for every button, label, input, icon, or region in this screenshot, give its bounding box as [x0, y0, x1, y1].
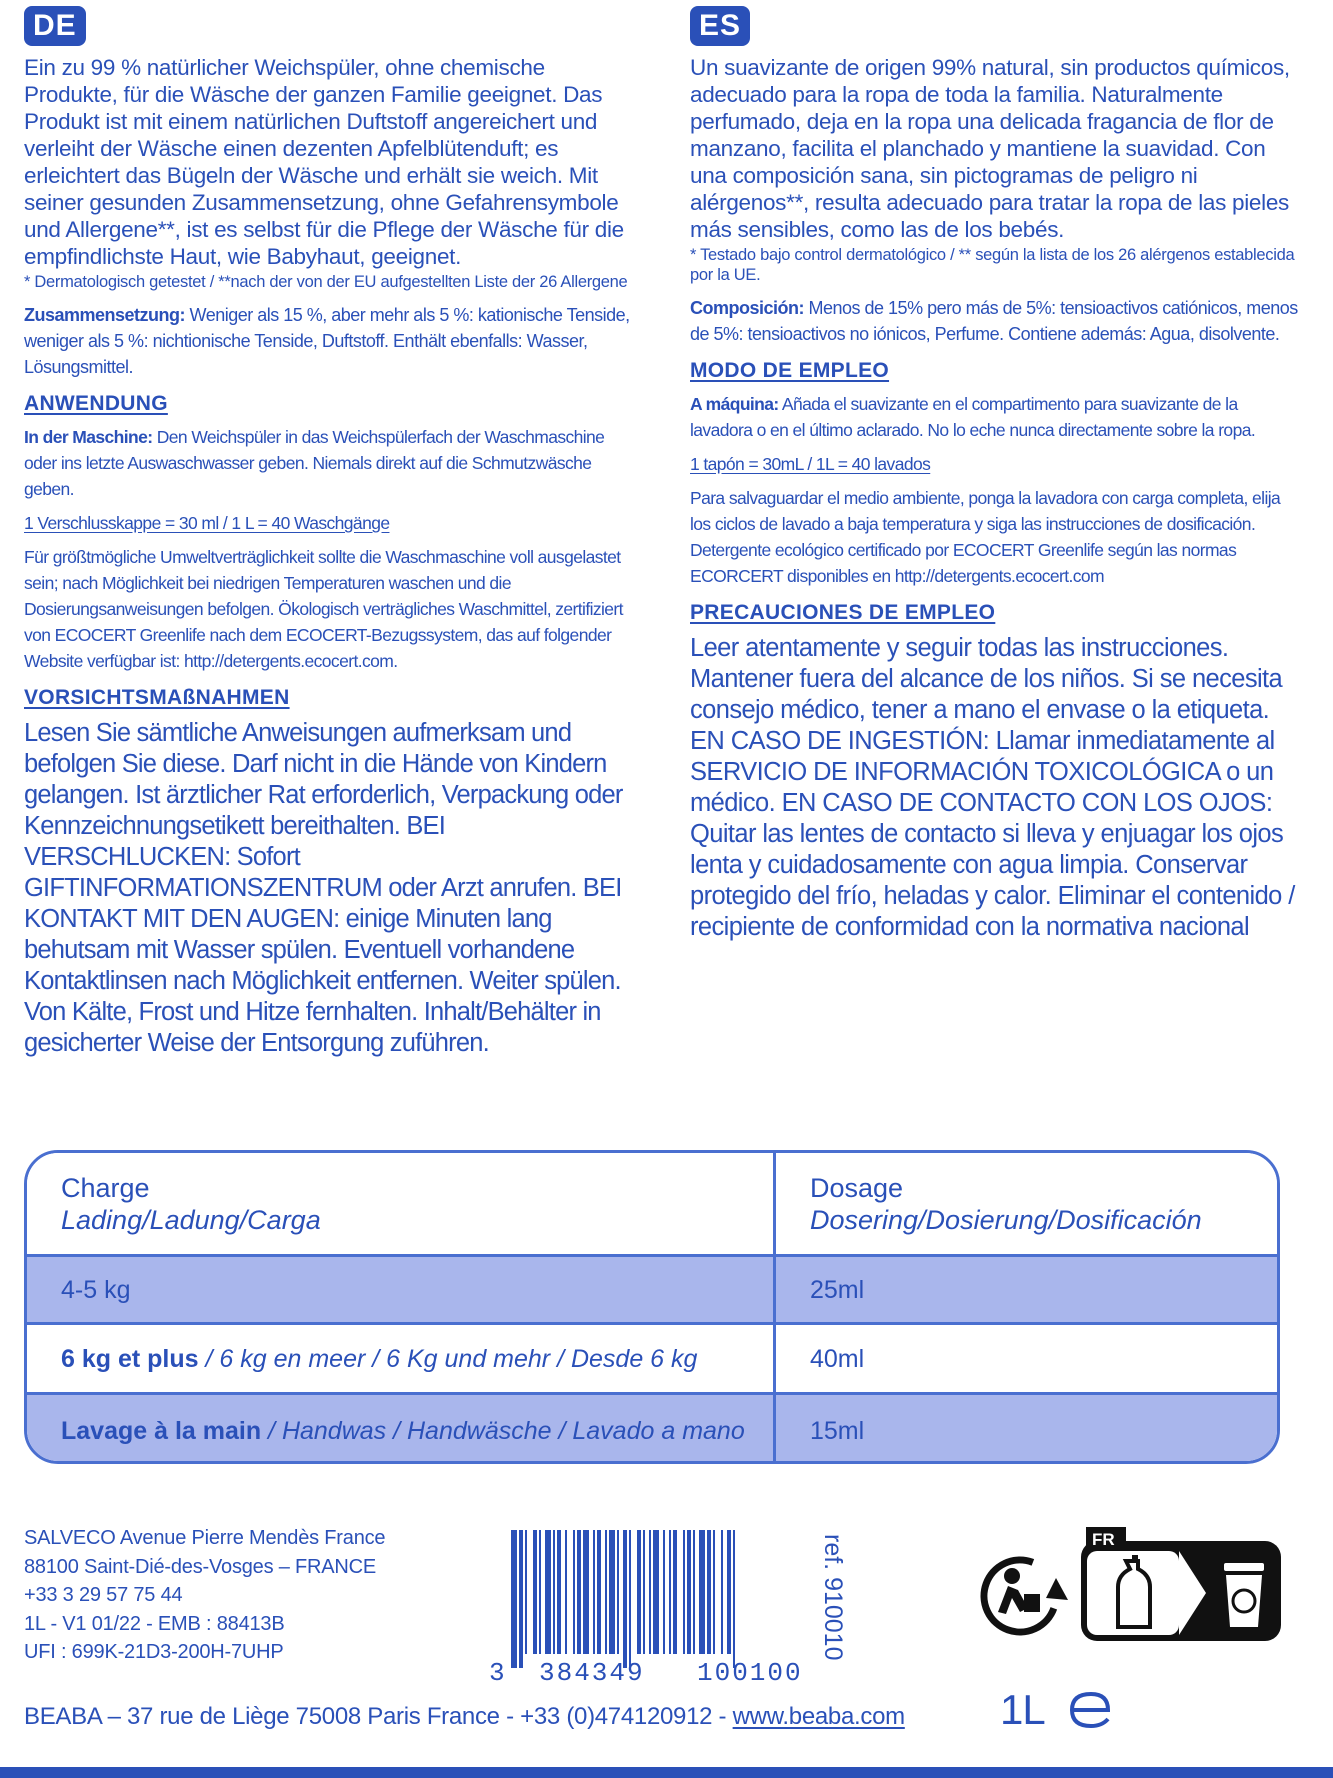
header-dosage-cell: [776, 1153, 1277, 1254]
load-main: 6 kg et plus: [61, 1344, 199, 1373]
header-dosage-translations: Dosering/Dosierung/Dosificación: [810, 1204, 1202, 1235]
barcode-bar: [597, 1530, 601, 1654]
barcode-bar: [573, 1530, 575, 1654]
product-reference: ref. 910010: [819, 1534, 847, 1661]
dose-info-de: 1 Verschlusskappe = 30 ml / 1 L = 40 Waschgänge: [24, 513, 390, 533]
barcode-bar: [707, 1530, 711, 1654]
barcode-bar: [609, 1530, 615, 1654]
brand-address-text: BEABA – 37 rue de Liège 75008 Paris France - +33 (0)474120912 -: [24, 1703, 733, 1730]
load-cell: [27, 1395, 776, 1464]
table-row: [27, 1395, 1277, 1464]
composition-text-es: Menos de 15% pero más de 5%: tensioactivos catiónicos, menos de 5%: tensioactivos no iónicos, Perfume. Contiene además: Agua, disolvente.: [690, 298, 1298, 344]
barcode-bar: [617, 1530, 619, 1654]
brand-address: [24, 1702, 905, 1732]
usage-text-es: Añada el suavizante en el compartimento para suavizante de la lavadora o en el último aclarado. No lo eche nunca directamente sobre la ropa.: [690, 394, 1256, 440]
phone-number: +33 3 29 57 75 44: [24, 1584, 183, 1606]
precautions-title-de: VORSICHTSMAßNAHMEN: [24, 686, 290, 709]
usage-label-de: In der Maschine:: [24, 427, 153, 447]
load-cell: [27, 1325, 776, 1392]
footnote-de: * Dermatologisch getestet / **nach der von der EU aufgestellten Liste der 26 Allergene: [24, 273, 628, 291]
barcode-bar: [687, 1530, 691, 1654]
barcode-bar: [623, 1530, 627, 1668]
barcode-bar: [649, 1530, 651, 1654]
german-column: [24, 6, 636, 1059]
composition-text-de: Weniger als 15 %, aber mehr als 5 %: kationische Tenside, weniger als 5 %: nichtionische Tenside, Duftstoff. Enthält ebenfalls: Wasser, Lösungsmittel.: [24, 305, 630, 377]
intro-text-es: Un suavizante de origen 99% natural, sin productos químicos, adecuado para la ropa de toda la familia. Naturalmente perfumado, deja en la ropa una delicada fragancia de flor de manzano, facilita el planchado y mantiene la suavidad. Con una composición sana, sin pictogramas de peligro ni alérgenos**, resulta adecuado para tratar la ropa de las pieles más sensibles, como las de los bebés.: [690, 55, 1290, 242]
header-charge-cell: [27, 1153, 776, 1254]
barcode-bar: [673, 1530, 677, 1654]
load-cell: [27, 1257, 776, 1322]
dosage-table: [24, 1150, 1280, 1464]
barcode-bar: [583, 1530, 589, 1654]
load-main: 4-5 kg: [61, 1275, 131, 1304]
barcode-bar: [669, 1530, 671, 1654]
header-dosage: Dosage: [810, 1172, 904, 1203]
barcode-bar: [605, 1530, 607, 1654]
dose-cell: [776, 1395, 1277, 1464]
precautions-text-es: Leer atentamente y seguir todas las instrucciones. Mantener fuera del alcance de los niños. Si se necesita consejo médico, tener a mano el envase o la etiqueta. EN CASO DE INGESTIÓN: Llamar inmediatamente al SERVICIO DE INFORMACIÓN TOXICOLÓGICA o un médico. EN CASO DE CONTACTO CON LOS OJOS: Quitar las lentes de contacto si lleva y enjuagar los ojos lenta y cuidadosamente con agua limpia. Conservar protegido del frío, heladas y calor. Eliminar el contenido / recipiente de conformidad con la normativa nacional: [690, 634, 1295, 941]
usage-de: [24, 424, 636, 502]
triman-country: FR: [1092, 1530, 1115, 1549]
dose-cell: [776, 1325, 1277, 1392]
barcode-bar: [577, 1530, 581, 1654]
load-translations: / Handwas / Handwäsche / Lavado a mano: [261, 1417, 745, 1445]
usage-title-es: MODO DE EMPLEO: [690, 359, 890, 382]
barcode-digits-right: 100100: [697, 1658, 803, 1688]
website-link[interactable]: www.beaba.com: [732, 1703, 905, 1730]
load-main: Lavage à la main: [61, 1417, 262, 1445]
language-badge-de: DE: [24, 6, 86, 46]
table-header-row: [27, 1153, 1277, 1257]
recycle-icon: [972, 1548, 1072, 1644]
barcode-bar: [629, 1530, 631, 1668]
barcode-bar: [733, 1530, 735, 1668]
language-badge-es: ES: [690, 6, 750, 46]
barcode-bar: [557, 1530, 561, 1654]
manufacturer-address: [24, 1524, 385, 1667]
barcode-bar: [693, 1530, 695, 1654]
barcode-bar: [533, 1530, 537, 1654]
barcode-bar: [683, 1530, 685, 1654]
composition-label-de: Zusammensetzung:: [24, 305, 186, 325]
eco-info-de: Für größtmögliche Umweltverträglichkeit sollte die Waschmaschine voll ausgelastet sein; nach Möglichkeit bei niedrigen Temperaturen waschen und die Dosierungsanweisungen befolgen. Ökologisch verträgliches Waschmittel, zertifiziert von ECOCERT Greenlife nach dem ECOCERT-Bezugssystem, das auf folgender Website verfügbar ist: http://detergents.ecocert.com.: [24, 547, 623, 671]
volume-label: 1L: [1000, 1686, 1045, 1733]
barcode-bars: [511, 1530, 735, 1668]
barcode-bar: [637, 1530, 641, 1654]
barcode-bar: [721, 1530, 723, 1654]
composition-es: [690, 295, 1302, 347]
usage-title-de: ANWENDUNG: [24, 392, 168, 415]
precautions-title-es: PRECAUCIONES DE EMPLEO: [690, 601, 996, 624]
spanish-column: [690, 6, 1302, 943]
barcode-bar: [553, 1530, 555, 1654]
table-row: [27, 1257, 1277, 1325]
footnote-es: * Testado bajo control dermatológico / ** según la lista de los 26 alérgenos establecida por la UE.: [690, 246, 1295, 284]
barcode-bar: [519, 1530, 523, 1668]
table-row: [27, 1325, 1277, 1395]
barcode: [485, 1530, 855, 1690]
dose-cell: [776, 1257, 1277, 1322]
triman-sorting-icon: [1078, 1527, 1286, 1647]
load-translations: / 6 kg en meer / 6 Kg und mehr / Desde 6 kg: [198, 1344, 698, 1373]
dose-value: 15ml: [810, 1417, 865, 1445]
usage-es: [690, 391, 1302, 443]
batch-code: 1L - V1 01/22 - EMB : 88413B: [24, 1612, 285, 1635]
barcode-bar: [663, 1530, 665, 1654]
barcode-bar: [511, 1530, 517, 1668]
dose-info-es: 1 tapón = 30mL / 1L = 40 lavados: [690, 454, 931, 474]
address-line: SALVECO Avenue Pierre Mendès France: [24, 1527, 386, 1549]
barcode-bar: [653, 1530, 659, 1654]
estimated-e-icon: [1066, 1688, 1114, 1732]
barcode-bar: [699, 1530, 705, 1654]
dose-value: 40ml: [810, 1344, 865, 1373]
precautions-text-de: Lesen Sie sämtliche Anweisungen aufmerksam und befolgen Sie diese. Darf nicht in die Hände von Kindern gelangen. Ist ärztlicher Rat erforderlich, Verpackung oder Kennzeichnungsetikett bereithalten. BEI VERSCHLUCKEN: Sofort GIFTINFORMATIONSZENTRUM oder Arzt anrufen. BEI KONTAKT MIT DEN AUGEN: einige Minuten lang behutsam mit Wasser spülen. Eventuell vorhandene Kontaktlinsen nach Möglichkeit entfernen. Weiter spülen. Von Kälte, Frost und Hitze fernhalten. Inhalt/Behälter in gesicherter Weise der Entsorgung zuführen.: [24, 719, 623, 1057]
barcode-bar: [593, 1530, 595, 1654]
barcode-bar: [727, 1530, 731, 1654]
barcode-bar: [713, 1530, 715, 1654]
ufi-code: UFI : 699K-21D3-200H-7UHP: [24, 1641, 284, 1663]
barcode-bar: [539, 1530, 541, 1654]
header-charge-translations: Lading/Ladung/Carga: [61, 1204, 321, 1235]
barcode-digits-left: 384349: [539, 1658, 645, 1688]
composition-label-es: Composición:: [690, 298, 804, 318]
address-line: 88100 Saint-Dié-des-Vosges – FRANCE: [24, 1555, 377, 1578]
eco-info-es: Para salvaguardar el medio ambiente, ponga la lavadora con carga completa, elija los ciclos de lavado a baja temperatura y siga las instrucciones de dosificación. Detergente ecológico certificado por ECOCERT Greenlife según las normas ECORCERT disponibles en http://detergents.ecocert.com: [690, 488, 1281, 586]
dose-value: 25ml: [810, 1275, 865, 1304]
barcode-bar: [643, 1530, 645, 1654]
barcode-bar: [545, 1530, 551, 1654]
bottom-brand-bar: [0, 1767, 1333, 1778]
header-charge: Charge: [61, 1172, 150, 1203]
barcode-digit-first: 3: [489, 1658, 505, 1688]
barcode-bar: [565, 1530, 567, 1654]
barcode-bar: [525, 1530, 527, 1654]
usage-label-es: A máquina:: [690, 394, 779, 414]
intro-text-de: Ein zu 99 % natürlicher Weichspüler, ohne chemische Produkte, für die Wäsche der ganzen Familie geeignet. Das Produkt ist mit einem natürlichen Duftstoff angereichert und verleiht der Wäsche einen dezenten Apfelblütenduft; es erleichtert das Bügeln der Wäsche und erhält sie weich. Mit seiner gesunden Zusammensetzung, ohne Gefahrensymbole und Allergene**, ist es selbst für die Pflege der Wäsche für die empfindlichste Haut, wie Babyhaut, geeignet.: [24, 55, 624, 269]
composition-de: [24, 302, 636, 380]
usage-text-de: Den Weichspüler in das Weichspülerfach der Waschmaschine oder ins letzte Auswaschwasser geben. Niemals direkt auf die Schmutzwäsche geben.: [24, 427, 605, 499]
